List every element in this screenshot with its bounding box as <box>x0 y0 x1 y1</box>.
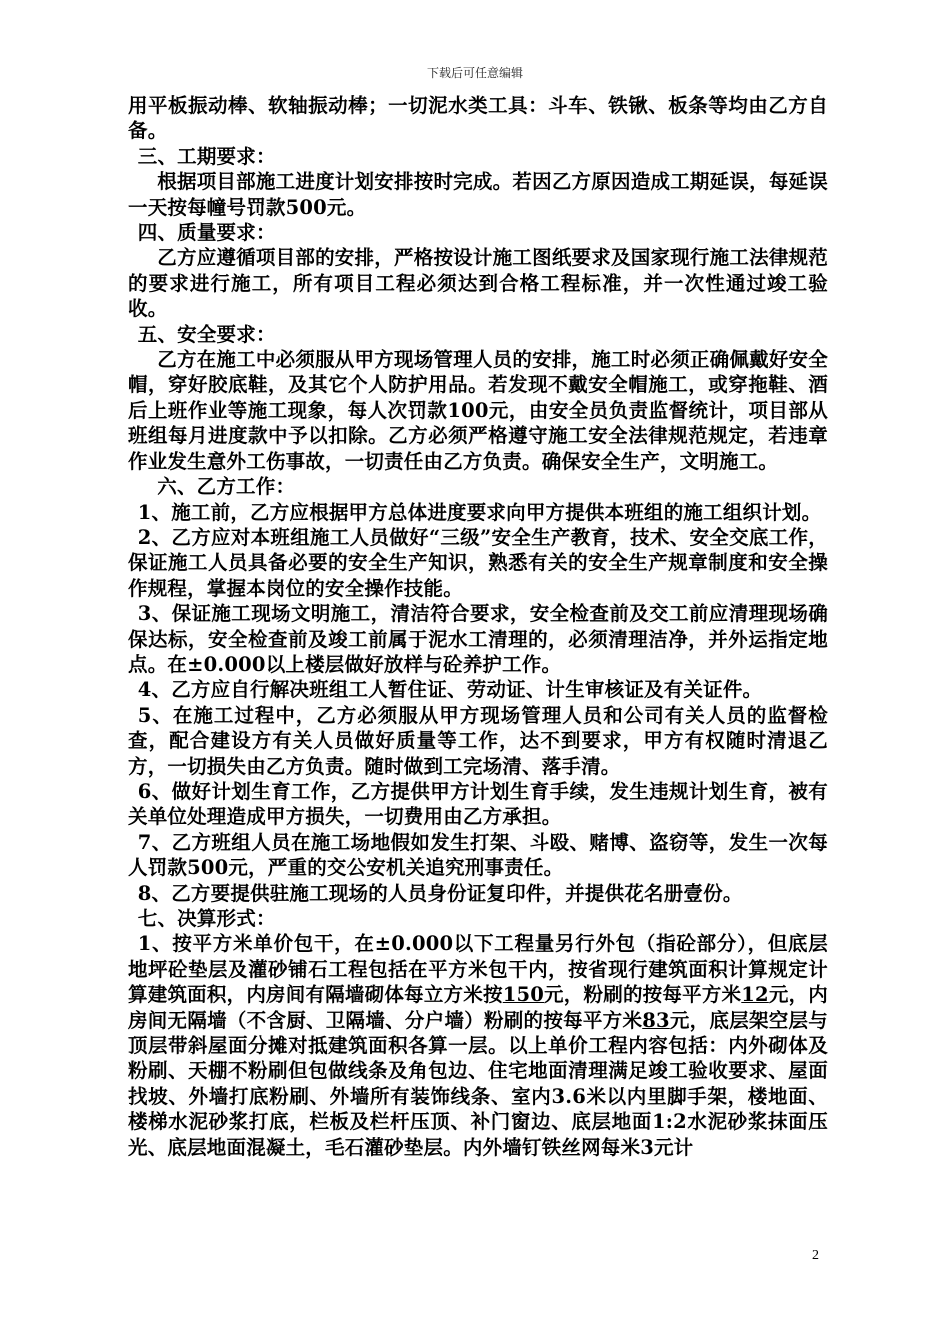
settlement-text-d: 元，底层架空层与顶层带斜屋面分摊对抵建筑面积各算一层。以上单价工程内容包括：内外砌体及粉刷、天棚不粉刷但包做线条及角包边、住宅地面清理满足竣工验收要求、屋面找坡、外墙打底粉刷、外墙所有装饰线条、室内3.6米以内里脚手架，楼地面、楼梯水泥砂浆打底，栏板及栏杆压顶、补门窗边、底层地面1:2水泥砂浆抹面压光、底层地面混凝土，毛石灌砂垫层。内外墙钉铁丝网每米3元计 <box>128 1008 829 1159</box>
list-item-6: 6、做好计划生育工作，乙方提供甲方计划生育手续，发生违规计划生育，被有关单位处理造成甲方损失，一切费用由乙方承担。 <box>128 779 828 829</box>
header-note: 下载后可任意编辑 <box>426 66 523 80</box>
list-item-8: 8、乙方要提供驻施工现场的人员身份证复印件，并提供花名册壹份。 <box>137 881 743 905</box>
list-item-7: 7、乙方班组人员在施工场地假如发生打架、斗殴、赌博、盗窃等，发生一次每人罚款500元，严重的交公安机关追究刑事责任。 <box>128 830 828 880</box>
list-item-4: 4、乙方应自行解决班组工人暂住证、劳动证、计生审核证及有关证件。 <box>137 678 763 702</box>
settlement-text-c: 元，内房间无隔墙（不含厨、卫隔墙、分户墙）粉刷的按每平方米 <box>128 983 828 1032</box>
settlement-item-1 <box>128 931 828 1160</box>
heading-settlement: 七、决算形式： <box>137 907 276 930</box>
list-item-2: 2、乙方应对本班组施工人员做好“三级”安全生产教育，技术、安全交底工作，保证施工人员具备必要的安全生产知识，熟悉有关的安全生产规章制度和安全操作规程，掌握本岗位的安全操作技能。 <box>128 525 828 600</box>
paragraph-schedule: 根据项目部施工进度计划安排按时完成。若因乙方原因造成工期延误，每延误一天按每幢号罚款500元。 <box>128 170 828 219</box>
document-body <box>128 93 828 1160</box>
list-item-3: 3、保证施工现场文明施工，清洁符合要求，安全检查前及交工前应清理现场确保达标，安全检查前及竣工前属于泥水工清理的，必须清理洁净，并外运指定地点。在±0.000以上楼层做好放样与砼养护工作。 <box>128 602 828 676</box>
list-item-1: 1、施工前，乙方应根据甲方总体进度要求向甲方提供本班组的施工组织计划。 <box>137 500 822 524</box>
heading-quality: 四、质量要求： <box>137 221 276 245</box>
settlement-text-b: 元，粉刷的按每平方米 <box>544 983 742 1007</box>
price-plastering: 12 <box>741 983 769 1007</box>
paragraph-safety: 乙方在施工中必须服从甲方现场管理人员的安排，施工时必须正确佩戴好安全帽，穿好胶底鞋，及其它个人防护用品。若发现不戴安全帽施工，或穿拖鞋、酒后上班作业等施工现象，每人次罚款100元，由安全员负责监督统计，项目部从班组每月进度款中予以扣除。乙方必须严格遵守施工安全法律规范规定，若违章作业发生意外工伤事故，一切责任由乙方负责。确保安全生产，文明施工。 <box>128 348 828 473</box>
settlement-text-a: 1、按平方米单价包干，在±0.000以下工程量另行外包（指砼部分），但底层地坪砼垫层及灌砂铺石工程包括在平方米包干内，按省现行建筑面积计算规定计算建筑面积，内房间有隔墙砌体每立方米按 <box>128 932 828 1007</box>
paragraph-tools: 用平板振动棒、软轴振动棒；一切泥水类工具：斗车、铁锹、板条等均由乙方自备。 <box>128 94 828 143</box>
paragraph-quality: 乙方应遵循项目部的安排，严格按设计施工图纸要求及国家现行施工法律规范的要求进行施工，所有项目工程必须达到合格工程标准，并一次性通过竣工验收。 <box>128 246 828 321</box>
heading-schedule: 三、工期要求： <box>137 144 276 168</box>
page-number: 2 <box>812 1248 819 1263</box>
price-no-partition: 83 <box>642 1008 670 1032</box>
list-item-5: 5、在施工过程中，乙方必须服从甲方现场管理人员和公司有关人员的监督检查，配合建设方有关人员做好质量等工作，达不到要求，甲方有权随时清退乙方，一切损失由乙方负责。随时做到工完场清、落手清。 <box>128 703 828 778</box>
heading-safety: 五、安全要求： <box>137 322 276 346</box>
price-partition-wall: 150 <box>502 983 545 1007</box>
heading-party-b-work: 六、乙方工作： <box>157 475 296 499</box>
